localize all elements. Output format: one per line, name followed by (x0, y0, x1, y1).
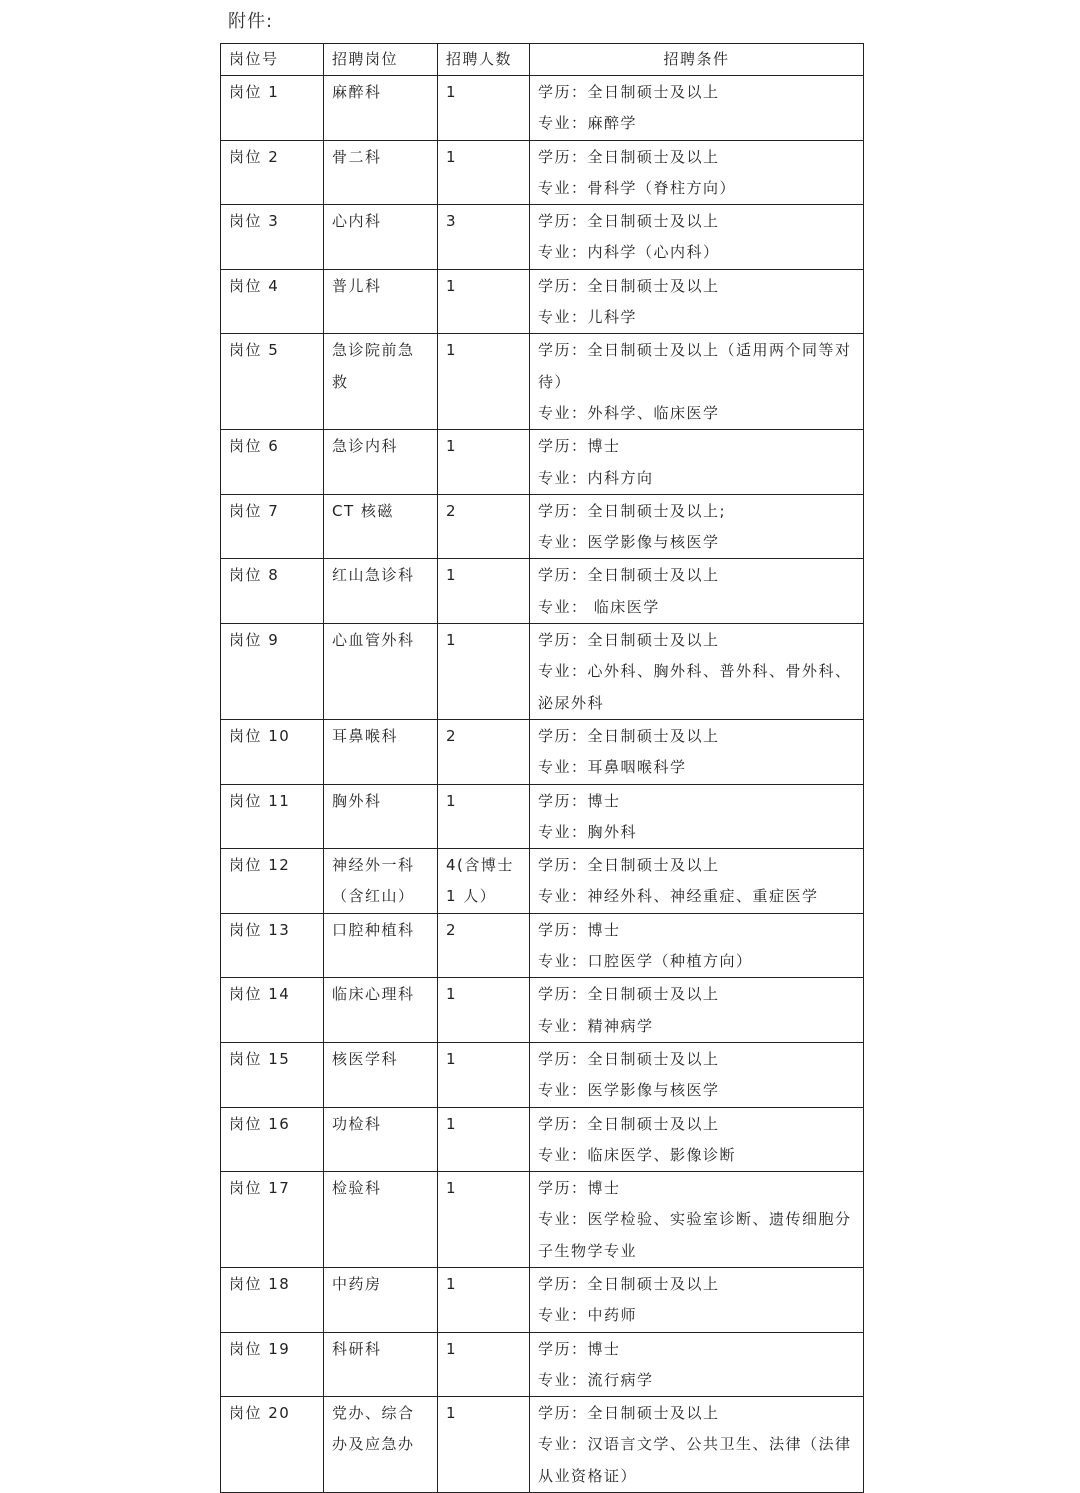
major-requirement: 专业：医学影像与核医学 (538, 533, 720, 552)
cell-count: 2 (438, 719, 530, 784)
education-requirement: 学历：全日制硕士及以上; (538, 501, 727, 520)
table-body (221, 76, 864, 1493)
cell-count: 1 (438, 624, 530, 720)
major-requirement: 专业： 临床医学 (538, 597, 660, 616)
header-post-no: 岗位号 (221, 44, 324, 76)
table-row (221, 978, 864, 1043)
cell-conditions (530, 978, 864, 1043)
cell-post-no: 岗位 14 (221, 978, 324, 1043)
education-requirement: 学历：博士 (538, 791, 621, 810)
cell-count: 1 (438, 559, 530, 624)
cell-post-no: 岗位 15 (221, 1042, 324, 1107)
cell-conditions (530, 784, 864, 849)
cell-post: 核医学科 (324, 1042, 438, 1107)
cell-conditions (530, 719, 864, 784)
cell-conditions (530, 1107, 864, 1172)
table-row (221, 269, 864, 334)
cell-post-no: 岗位 11 (221, 784, 324, 849)
education-requirement: 学历：全日制硕士及以上 (538, 726, 720, 745)
table-row (221, 1172, 864, 1268)
table-row (221, 76, 864, 141)
education-requirement: 学历：博士 (538, 920, 621, 939)
cell-count: 1 (438, 1042, 530, 1107)
cell-conditions (530, 1397, 864, 1493)
major-requirement: 专业：汉语言文学、公共卫生、法律（法律从业资格证） (538, 1435, 852, 1485)
education-requirement: 学历：博士 (538, 437, 621, 456)
major-requirement: 专业：心外科、胸外科、普外科、骨外科、泌尿外科 (538, 662, 852, 712)
cell-count: 1 (438, 1397, 530, 1493)
major-requirement: 专业：流行病学 (538, 1370, 654, 1389)
table-row (221, 1267, 864, 1332)
table-row (221, 784, 864, 849)
cell-post: 心血管外科 (324, 624, 438, 720)
education-requirement: 学历：全日制硕士及以上 (538, 276, 720, 295)
table-row (221, 430, 864, 495)
education-requirement: 学历：全日制硕士及以上 (538, 147, 720, 166)
header-post: 招聘岗位 (324, 44, 438, 76)
cell-conditions (530, 76, 864, 141)
cell-post-no: 岗位 20 (221, 1397, 324, 1493)
cell-post-no: 岗位 18 (221, 1267, 324, 1332)
cell-post-no: 岗位 8 (221, 559, 324, 624)
cell-post-no: 岗位 10 (221, 719, 324, 784)
cell-post-no: 岗位 13 (221, 913, 324, 978)
table-row (221, 1042, 864, 1107)
table-header-row (221, 44, 864, 76)
education-requirement: 学历：全日制硕士及以上 (538, 212, 720, 231)
major-requirement: 专业：临床医学、影像诊断 (538, 1145, 737, 1164)
cell-post: 党办、综合办及应急办 (324, 1397, 438, 1493)
cell-count: 2 (438, 494, 530, 559)
cell-post-no: 岗位 5 (221, 334, 324, 430)
table-row (221, 559, 864, 624)
cell-post: CT 核磁 (324, 494, 438, 559)
table-row (221, 1332, 864, 1397)
major-requirement: 专业：中药师 (538, 1306, 638, 1325)
table-row (221, 334, 864, 430)
education-requirement: 学历：全日制硕士及以上 (538, 1404, 720, 1423)
cell-conditions (530, 624, 864, 720)
cell-count: 1 (438, 430, 530, 495)
cell-count: 1 (438, 140, 530, 205)
cell-conditions (530, 1172, 864, 1268)
cell-post-no: 岗位 17 (221, 1172, 324, 1268)
education-requirement: 学历：博士 (538, 1339, 621, 1358)
education-requirement: 学历：全日制硕士及以上 (538, 83, 720, 101)
cell-post-no: 岗位 7 (221, 494, 324, 559)
cell-post: 科研科 (324, 1332, 438, 1397)
cell-conditions (530, 849, 864, 914)
cell-conditions (530, 913, 864, 978)
cell-count: 1 (438, 76, 530, 141)
education-requirement: 学历：博士 (538, 1179, 621, 1198)
cell-post: 普儿科 (324, 269, 438, 334)
major-requirement: 专业：麻醉学 (538, 114, 638, 133)
cell-post-no: 岗位 12 (221, 849, 324, 914)
cell-post: 口腔种植科 (324, 913, 438, 978)
major-requirement: 专业：内科学（心内科） (538, 243, 720, 262)
education-requirement: 学历：全日制硕士及以上 (538, 631, 720, 650)
table-row (221, 719, 864, 784)
cell-post: 功检科 (324, 1107, 438, 1172)
table-row (221, 913, 864, 978)
cell-conditions (530, 1267, 864, 1332)
table-row (221, 205, 864, 270)
cell-post: 中药房 (324, 1267, 438, 1332)
cell-conditions (530, 494, 864, 559)
cell-conditions (530, 430, 864, 495)
education-requirement: 学历：全日制硕士及以上（适用两个同等对待） (538, 341, 852, 391)
major-requirement: 专业：耳鼻咽喉科学 (538, 758, 687, 777)
table-row (221, 1107, 864, 1172)
cell-conditions (530, 140, 864, 205)
cell-count: 1 (438, 1172, 530, 1268)
table-row (221, 494, 864, 559)
major-requirement: 专业：医学影像与核医学 (538, 1081, 720, 1100)
cell-post: 胸外科 (324, 784, 438, 849)
cell-post-no: 岗位 1 (221, 76, 324, 141)
table-row (221, 624, 864, 720)
education-requirement: 学历：全日制硕士及以上 (538, 1114, 720, 1133)
cell-count: 1 (438, 784, 530, 849)
cell-count: 3 (438, 205, 530, 270)
education-requirement: 学历：全日制硕士及以上 (538, 566, 720, 585)
cell-post: 神经外一科（含红山） (324, 849, 438, 914)
cell-count: 1 (438, 269, 530, 334)
major-requirement: 专业：儿科学 (538, 308, 638, 327)
major-requirement: 专业：外科学、临床医学 (538, 403, 720, 422)
cell-post: 红山急诊科 (324, 559, 438, 624)
cell-post: 检验科 (324, 1172, 438, 1268)
table-row (221, 140, 864, 205)
education-requirement: 学历：全日制硕士及以上 (538, 985, 720, 1004)
cell-post-no: 岗位 3 (221, 205, 324, 270)
cell-count: 1 (438, 978, 530, 1043)
header-count: 招聘人数 (438, 44, 530, 76)
cell-post-no: 岗位 6 (221, 430, 324, 495)
header-conditions: 招聘条件 (530, 44, 864, 76)
cell-post-no: 岗位 19 (221, 1332, 324, 1397)
education-requirement: 学历：全日制硕士及以上 (538, 856, 720, 875)
cell-conditions (530, 1042, 864, 1107)
cell-count: 1 (438, 1332, 530, 1397)
cell-post: 骨二科 (324, 140, 438, 205)
cell-post-no: 岗位 2 (221, 140, 324, 205)
cell-post: 急诊院前急救 (324, 334, 438, 430)
cell-count: 1 (438, 1107, 530, 1172)
major-requirement: 专业：神经外科、神经重症、重症医学 (538, 887, 819, 906)
cell-post-no: 岗位 9 (221, 624, 324, 720)
cell-post: 麻醉科 (324, 76, 438, 141)
cell-post: 耳鼻喉科 (324, 719, 438, 784)
attachment-label: 附件: (228, 11, 274, 32)
major-requirement: 专业：口腔医学（种植方向） (538, 952, 753, 971)
cell-post-no: 岗位 4 (221, 269, 324, 334)
cell-post: 临床心理科 (324, 978, 438, 1043)
education-requirement: 学历：全日制硕士及以上 (538, 1049, 720, 1068)
cell-conditions (530, 559, 864, 624)
major-requirement: 专业：精神病学 (538, 1016, 654, 1035)
cell-conditions (530, 269, 864, 334)
table-row (221, 849, 864, 914)
cell-post: 急诊内科 (324, 430, 438, 495)
cell-post: 心内科 (324, 205, 438, 270)
cell-conditions (530, 1332, 864, 1397)
cell-post-no: 岗位 16 (221, 1107, 324, 1172)
recruitment-table (220, 43, 864, 1493)
major-requirement: 专业：骨科学（脊柱方向） (538, 178, 737, 197)
cell-count: 4(含博士 1 人） (438, 849, 530, 914)
major-requirement: 专业：内科方向 (538, 468, 654, 487)
table-row (221, 1397, 864, 1493)
major-requirement: 专业：胸外科 (538, 822, 638, 841)
cell-count: 1 (438, 334, 530, 430)
cell-conditions (530, 334, 864, 430)
cell-count: 1 (438, 1267, 530, 1332)
major-requirement: 专业：医学检验、实验室诊断、遗传细胞分子生物学专业 (538, 1210, 852, 1260)
education-requirement: 学历：全日制硕士及以上 (538, 1274, 720, 1293)
cell-conditions (530, 205, 864, 270)
cell-count: 2 (438, 913, 530, 978)
